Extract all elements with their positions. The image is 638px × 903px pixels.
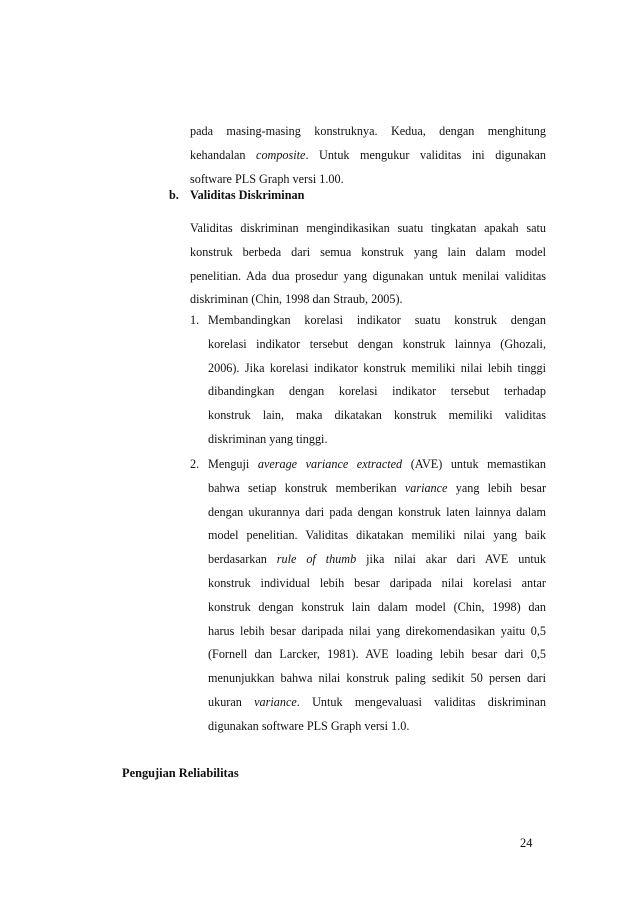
italic-term: variance [404,480,448,495]
paragraph-line [190,124,546,138]
page-number: 24 [520,836,533,850]
list-item-line [208,505,546,519]
italic-term: composite [256,147,306,162]
paragraph-line [190,269,546,283]
text-run: penelitian. Ada dua prosedur yang digunakan untuk menilai validitas [190,268,546,283]
paragraph-line [190,221,546,235]
text-run: Validitas diskriminan mengindikasikan suatu tingkatan apakah satu [190,221,546,235]
text-run: pada masing-masing konstruknya. Kedua, dengan menghitung [190,124,546,138]
text-run: diskriminan yang tinggi. [208,432,328,446]
text-run: model penelitian. Validitas dikatakan memiliki nilai yang baik [208,528,546,543]
list-item-line [208,576,546,590]
text-run: korelasi indikator tersebut dengan konstruk lainnya (Ghozali, [208,336,546,351]
text-run: harus lebih besar daripada nilai yang direkomendasikan yaitu 0,5 [208,623,546,638]
list-number: 1. [190,313,200,327]
text-run: konstruk individual lebih besar daripada nilai korelasi antar [208,576,546,590]
paragraph-line [190,292,546,306]
list-item-line [208,600,546,614]
text-run: diskriminan (Chin, 1998 dan Straub, 2005). [190,292,403,307]
text-run: dibandingkan dengan korelasi indikator tersebut terhadap [208,384,546,399]
list-item-line [208,647,546,661]
text-run: Membandingkan korelasi indikator suatu konstruk dengan [208,313,546,327]
list-item-line [208,408,546,422]
text-run: berdasarkan [208,552,277,567]
text-run: konstruk dengan konstruk lain dalam model (Chin, 1998) dan [208,599,546,614]
list-item-line [208,313,546,327]
list-item-line [208,624,546,638]
text-run: (Fornell dan Larcker, 1981). AVE loading lebih besar dari 0,5 [208,647,546,662]
text-run: kehandalan [190,147,257,162]
section-heading: Pengujian Reliabilitas [122,766,239,780]
italic-term: rule of thumb [276,552,357,567]
text-run: . Untuk mengukur validitas ini digunakan [305,147,546,162]
list-item-line [208,552,546,566]
text-run: 2006). Jika korelasi indikator konstruk memiliki nilai lebih tinggi [208,360,546,375]
italic-term: variance [254,695,297,709]
text-run: software PLS Graph versi 1.00. [190,171,344,186]
list-item-line [208,671,546,685]
italic-term: average variance extracted [257,457,403,471]
text-run: . Untuk mengevaluasi validitas diskriminan [296,695,546,709]
text-run: yang lebih besar [447,480,546,495]
text-run: bahwa setiap konstruk memberikan [208,480,405,495]
list-item-line [208,695,546,709]
text-run: dengan ukurannya dari pada dengan konstruk laten lainnya dalam [208,504,546,519]
subsection-label: b. [169,188,179,202]
list-item-line [208,384,546,398]
paragraph-line [190,172,546,186]
paragraph-line [190,148,546,162]
text-run: digunakan software PLS Graph versi 1.0. [208,718,410,733]
list-item-line [208,361,546,375]
list-item-line [208,719,546,733]
list-item-line [208,481,546,495]
text-run: Menguji [208,457,258,471]
text-run: konstruk berbeda dari semua konstruk yang lain dalam model [190,244,546,259]
list-item-line [208,457,546,471]
text-run: jika nilai akar dari AVE untuk [356,552,546,567]
subsection-title: Validitas Diskriminan [190,188,305,202]
text-run: konstruk lain, maka dikatakan konstruk memiliki validitas [208,408,546,423]
paragraph-line [190,245,546,259]
text-run: menunjukkan bahwa nilai konstruk paling sedikit 50 persen dari [208,671,546,686]
list-item-line [208,337,546,351]
list-item-line [208,432,546,446]
list-item-line [208,528,546,542]
list-number: 2. [190,457,200,471]
text-run: (AVE) untuk memastikan [402,457,547,471]
text-run: ukuran [208,695,255,709]
